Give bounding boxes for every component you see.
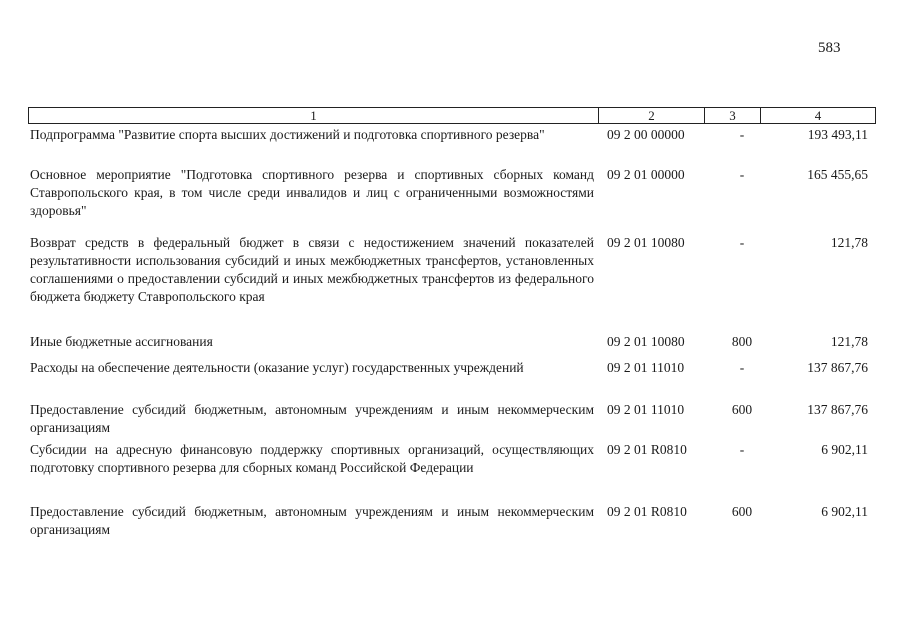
row-type: - bbox=[739, 167, 745, 182]
row-name: Предоставление субсидий бюджетным, автономным учреждениям и иным некоммерческим организациям bbox=[30, 402, 594, 435]
table-header bbox=[28, 107, 876, 124]
row-amount: 6 902,11 bbox=[821, 504, 868, 519]
header-col-1: 1 bbox=[29, 108, 599, 123]
row-code: 09 2 01 10080 bbox=[607, 235, 685, 250]
row-type: - bbox=[739, 442, 745, 457]
row-amount: 193 493,11 bbox=[807, 127, 868, 142]
header-col-4: 4 bbox=[814, 108, 822, 123]
row-type: 600 bbox=[731, 504, 753, 519]
header-col-3: 3 bbox=[705, 108, 761, 123]
row-name: Расходы на обеспечение деятельности (оказание услуг) государственных учреждений bbox=[30, 360, 524, 375]
row-type: 600 bbox=[731, 402, 753, 417]
row-code: 09 2 01 11010 bbox=[607, 360, 685, 375]
row-amount: 165 455,65 bbox=[807, 167, 868, 182]
row-type: - bbox=[739, 127, 745, 142]
row-type: 800 bbox=[731, 334, 753, 349]
row-amount: 121,78 bbox=[830, 334, 868, 349]
row-code: 09 2 00 00000 bbox=[607, 127, 685, 142]
row-type: - bbox=[739, 235, 745, 250]
row-name: Предоставление субсидий бюджетным, автономным учреждениям и иным некоммерческим организациям bbox=[30, 504, 594, 537]
row-amount: 6 902,11 bbox=[821, 442, 868, 457]
row-amount: 137 867,76 bbox=[807, 402, 868, 417]
page-number: 583 bbox=[818, 40, 841, 56]
row-amount: 121,78 bbox=[830, 235, 868, 250]
row-code: 09 2 01 R0810 bbox=[607, 504, 687, 519]
header-col-2: 2 bbox=[599, 108, 705, 123]
row-name: Иные бюджетные ассигнования bbox=[30, 334, 213, 349]
row-code: 09 2 01 10080 bbox=[607, 334, 685, 349]
row-name: Подпрограмма "Развитие спорта высших достижений и подготовка спортивного резерва" bbox=[30, 127, 545, 142]
row-code: 09 2 01 R0810 bbox=[607, 442, 687, 457]
row-code: 09 2 01 11010 bbox=[607, 402, 685, 417]
row-amount: 137 867,76 bbox=[807, 360, 868, 375]
row-name: Основное мероприятие "Подготовка спортивного резерва и спортивных сборных команд Ставропольского края, в том числе среди инвалидов и лиц с ограниченными возможностями здоровья" bbox=[30, 167, 594, 218]
row-code: 09 2 01 00000 bbox=[607, 167, 685, 182]
row-type: - bbox=[739, 360, 745, 375]
row-name: Субсидии на адресную финансовую поддержку спортивных организаций, осуществляющих подготовку спортивного резерва для сборных команд Российской Федерации bbox=[30, 442, 594, 475]
row-name: Возврат средств в федеральный бюджет в связи с недостижением значений показателей результативности использования субсидий и иных межбюджетных трансфертов, установленных соглашениями о предоставлении субсидий и иных межбюджетных трансфертов из федерального бюджета бюджету Ставропольского края bbox=[30, 235, 594, 304]
